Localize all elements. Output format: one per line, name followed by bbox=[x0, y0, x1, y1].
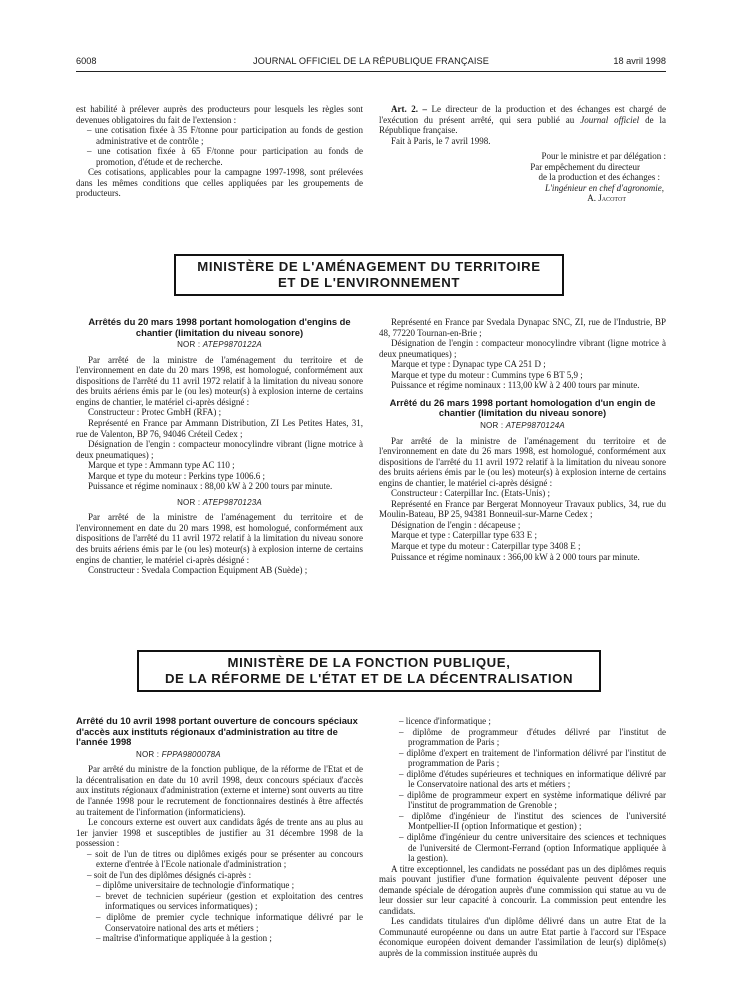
nor-code: ATEP9870122A bbox=[202, 340, 262, 350]
article-text: Le directeur de la production et des échanges est chargé de l'exécution du présent arrêté, qui sera publié au bbox=[379, 104, 666, 125]
list-line: Marque et type : Dynapac type CA 251 D ; bbox=[391, 359, 546, 370]
sub-list-item: – brevet de technicien supérieur (gestion et exploitation des centres informatiques ou services informatiques) ; bbox=[96, 890, 363, 912]
article-2 bbox=[379, 104, 666, 136]
paragraph: Le concours externe est ouvert aux candidats âgés de trente ans au plus au 1er janvier 1998 et susceptibles de justifier au 31 décembre 1998 de la possession : bbox=[76, 817, 363, 849]
list-item: – une cotisation fixée à 35 F/tonne pour participation au fonds de gestion administrative et de contrôle ; bbox=[87, 125, 363, 146]
paragraph: Par arrêté de la ministre de l'aménagement du territoire et de l'environnement en date du 20 mars 1998, est homologué, conformément aux dispositions de l'arrêté du 11 avril 1972 relatif à la limitation du niveau sonore des bruits aériens émis par le (ou les) moteur(s) à explosion interne de certains engins de chantier, le matériel ci-après désigné : bbox=[76, 354, 363, 407]
section2-right-column bbox=[379, 716, 666, 959]
nor-label: NOR : bbox=[177, 340, 203, 350]
sub-list-item: – diplôme d'ingénieur de l'institut des sciences de l'université Montpellier-II (option Informatique et gestion) ; bbox=[399, 810, 666, 832]
list-line: Marque et type du moteur : Caterpillar type 3408 E ; bbox=[391, 541, 581, 552]
list-line: Désignation de l'engin : compacteur monocylindre vibrant (ligne motrice à deux pneumatiques) ; bbox=[76, 439, 363, 460]
ministry-heading-line: DE LA RÉFORME DE L'ÉTAT ET DE LA DÉCENTRALISATION bbox=[164, 671, 574, 686]
sub-list-item: – maîtrise d'informatique appliquée à la gestion ; bbox=[96, 933, 272, 944]
ministry-heading-line: MINISTÈRE DE L'AMÉNAGEMENT DU TERRITOIRE bbox=[197, 258, 541, 274]
list-line: Puissance et régime nominaux : 88,00 kW à 2 200 tours par minute. bbox=[88, 481, 333, 492]
signature-line: Par empêchement du directeur bbox=[530, 161, 640, 172]
list-line: Constructeur : Svedala Compaction Equipment AB (Suède) ; bbox=[88, 565, 308, 576]
nor-reference bbox=[76, 498, 363, 509]
done-at: Fait à Paris, le 7 avril 1998. bbox=[391, 135, 491, 146]
sub-list-item: – diplôme de programmeur d'études délivré par l'institut de programmation de Paris ; bbox=[399, 726, 666, 748]
list-line: Marque et type : Ammann type AC 110 ; bbox=[88, 460, 235, 471]
list-line: Marque et type du moteur : Perkins type 1006.6 ; bbox=[88, 470, 265, 481]
decree-title: Arrêté du 26 mars 1998 portant homologation d'un engin de chantier (limitation du niveau sonore) bbox=[389, 396, 656, 419]
list-line: Puissance et régime nominaux : 113,00 kW à 2 400 tours par minute. bbox=[391, 380, 640, 391]
signature-title: L'ingénieur en chef d'agronomie, bbox=[545, 182, 664, 193]
ministry-heading-line: MINISTÈRE DE LA FONCTION PUBLIQUE, bbox=[227, 654, 511, 670]
list-line: Constructeur : Caterpillar Inc. (Etats-Unis) ; bbox=[391, 488, 550, 499]
nor-code: FPPA9800078A bbox=[161, 749, 221, 759]
page-number: 6008 bbox=[76, 56, 97, 66]
nor-label: NOR : bbox=[177, 497, 203, 507]
ministry-heading-line: ET DE L'ENVIRONNEMENT bbox=[277, 275, 461, 290]
ministry-heading-box bbox=[174, 254, 564, 296]
sub-list-item: – diplôme d'ingénieur du centre universitaire des sciences et techniques de l'université de Clermont-Ferrand (option Informatique appliquée à la gestion). bbox=[399, 832, 666, 864]
paragraph: Par arrêté de la ministre de l'aménagement du territoire et de l'environnement en date du 26 mars 1998, est homologué, conformément aux dispositions de l'arrêté du 11 avril 1972 relatif à la limitation du niveau sonore des bruits aériens émis par le (ou les) moteur(s) à explosion interne de certains engins de chantier, le matériel ci-après désigné : bbox=[379, 435, 666, 488]
signatory-name: A. Jacotot bbox=[587, 193, 626, 204]
sub-list-item: – diplôme universitaire de technologie d'informatique ; bbox=[96, 880, 295, 891]
paragraph: est habilité à prélever auprès des producteurs pour lesquels les règles sont devenues obligatoires du fait de l'extension : bbox=[76, 104, 363, 125]
list-line: Puissance et régime nominaux : 366,00 kW à 2 000 tours par minute. bbox=[391, 551, 640, 562]
list-item: – soit de l'un des diplômes désignés ci-après : bbox=[87, 869, 252, 880]
nor-label: NOR : bbox=[480, 421, 506, 431]
paragraph: A titre exceptionnel, les candidats ne possédant pas un des diplômes requis mais pouvant justifier d'une formation équivalente peuvent déposer une demande spéciale de dérogation auprès d'une commission qui statue au vu de leur dossier sur leur capacité à concourir. La commission peut entendre les candidats. bbox=[379, 863, 666, 916]
nor-reference bbox=[379, 421, 666, 432]
article-label: Art. 2. – bbox=[391, 104, 428, 114]
list-line: Représenté en France par Ammann Distribution, ZI Les Petites Hates, 31, rue de Valenton, BP 76, 94046 Créteil Cedex ; bbox=[76, 418, 363, 439]
nor-code: ATEP9870123A bbox=[202, 497, 262, 507]
list-line: Marque et type du moteur : Cummins type 6 BT 5,9 ; bbox=[391, 369, 583, 380]
top-left-column bbox=[76, 104, 363, 199]
ministry-heading-box bbox=[137, 650, 601, 692]
list-line: Constructeur : Protec GmbH (RFA) ; bbox=[88, 407, 222, 418]
section1-left-column bbox=[76, 317, 363, 576]
list-line: Représenté en France par Svedala Dynapac SNC, ZI, rue de l'Industrie, BP 48, 77220 Tournan-en-Brie ; bbox=[379, 317, 666, 338]
issue-date: 18 avril 1998 bbox=[613, 56, 666, 66]
decree-title: Arrêtés du 20 mars 1998 portant homologation d'engins de chantier (limitation du niveau sonore) bbox=[88, 316, 351, 338]
journal-reference: Journal officiel bbox=[580, 114, 640, 125]
header-rule bbox=[76, 71, 666, 72]
signature-line: Pour le ministre et par délégation : bbox=[541, 151, 666, 162]
list-line: Marque et type : Caterpillar type 633 E ; bbox=[391, 530, 537, 541]
nor-reference bbox=[76, 340, 363, 351]
journal-title: JOURNAL OFFICIEL DE LA RÉPUBLIQUE FRANÇAISE bbox=[253, 56, 489, 66]
signature-line: de la production et des échanges : bbox=[538, 172, 660, 183]
top-right-column bbox=[379, 104, 666, 204]
nor-label: NOR : bbox=[136, 749, 162, 759]
paragraph: Par arrêté de la ministre de l'aménagement du territoire et de l'environnement en date du 20 mars 1998, est homologué, conformément aux dispositions de l'arrêté du 11 avril 1972 relatif à la limitation du niveau sonore des bruits aériens émis par le (ou les) moteur(s) à explosion interne de certains engins de chantier, le matériel ci-après désigné : bbox=[76, 512, 363, 565]
list-line: Désignation de l'engin : décapeuse ; bbox=[391, 519, 521, 530]
sub-list-item: – diplôme de premier cycle technique informatique délivré par le Conservatoire national des arts et métiers ; bbox=[96, 911, 363, 933]
paragraph: Les candidats titulaires d'un diplôme délivré dans un autre Etat de la Communauté européenne ou dans un autre Etat partie à l'accord sur l'Espace économique européen doivent demander l'assimilation de leur(s) diplôme(s) auprès de la commission instituée auprès du bbox=[379, 916, 666, 959]
sub-list-item: – diplôme d'études supérieures et techniques en informatique délivré par le Conservatoire national des arts et métiers ; bbox=[399, 768, 666, 790]
list-line: Désignation de l'engin : compacteur monocylindre vibrant (ligne motrice à deux pneumatiques) ; bbox=[379, 338, 666, 359]
sub-list-item: – licence d'informatique ; bbox=[399, 716, 491, 726]
paragraph: Par arrêté du ministre de la fonction publique, de la réforme de l'Etat et de la décentralisation en date du 10 avril 1998, deux concours spéciaux d'accès aux instituts régionaux d'administration (externe et interne) sont ouverts au titre de l'année 1998 pour le recrutement de fonctionnaires destinés à être affectés au traitement de l'information (informaticiens). bbox=[76, 764, 363, 817]
article-text-end: de la République française. bbox=[379, 114, 666, 136]
paragraph: Ces cotisations, applicables pour la campagne 1997-1998, sont prélevées dans les mêmes conditions que celles appliquées par les groupements de producteurs. bbox=[76, 167, 363, 199]
section2-left-column bbox=[76, 716, 363, 944]
nor-code: ATEP9870124A bbox=[505, 421, 565, 431]
sub-list-item: – diplôme de programmeur expert en système informatique délivré par l'institut de programmation de Grenoble ; bbox=[399, 789, 666, 811]
list-line: Représenté en France par Bergerat Monnoyeur Travaux publics, 34, rue du Moulin-Bateau, BP 25, 94381 Bonneuil-sur-Marne Cedex ; bbox=[379, 498, 666, 520]
sub-list-item: – diplôme d'expert en traitement de l'information délivré par l'institut de programmation de Paris ; bbox=[399, 747, 666, 769]
running-header bbox=[76, 56, 666, 70]
nor-reference bbox=[76, 750, 363, 761]
list-item: – une cotisation fixée à 65 F/tonne pour participation au fonds de promotion, d'étude et de recherche. bbox=[87, 146, 363, 167]
decree-title: Arrêté du 10 avril 1998 portant ouverture de concours spéciaux d'accès aux instituts régionaux d'administration au titre de l'année 1998 bbox=[76, 715, 358, 748]
section1-right-column bbox=[379, 317, 666, 562]
list-item: – soit de l'un de titres ou diplômes exigés pour se présenter au concours externe d'entrée à l'Ecole nationale d'administration ; bbox=[87, 848, 363, 870]
